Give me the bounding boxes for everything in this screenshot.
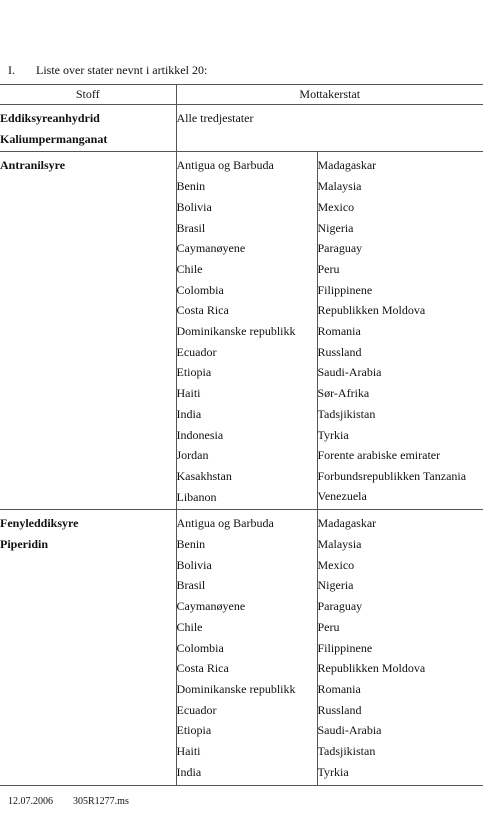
country-name: Etiopia bbox=[176, 365, 212, 380]
country-name: Saudi-Arabia bbox=[317, 723, 382, 738]
country-name: Dominikanske republikk bbox=[176, 681, 296, 696]
country-name: Russland bbox=[317, 702, 362, 717]
country-name: Tadsjikistan bbox=[317, 744, 376, 759]
substance-name: Eddiksyreanhydrid bbox=[0, 111, 100, 125]
substance-group-row bbox=[0, 510, 483, 785]
country-name: Benin bbox=[176, 537, 206, 552]
country-name: Chile bbox=[176, 261, 203, 276]
country-name: Mexico bbox=[317, 557, 355, 572]
section-number: I. bbox=[8, 63, 15, 77]
country-name: Romania bbox=[317, 681, 361, 696]
country-name: Ecuador bbox=[176, 702, 217, 717]
country-name: Venezuela bbox=[317, 488, 367, 503]
country-name: Dominikanske republikk bbox=[176, 324, 296, 339]
country-name: Republikken Moldova bbox=[317, 303, 426, 318]
header-stoff: Stoff bbox=[0, 85, 176, 105]
country-name: Filippinene bbox=[317, 282, 373, 297]
country-name: Saudi-Arabia bbox=[317, 365, 382, 380]
country-name: Caymanøyene bbox=[176, 241, 246, 256]
recipient-column-1 bbox=[176, 510, 317, 785]
country-name: Russland bbox=[317, 344, 362, 359]
country-name: Bolivia bbox=[176, 199, 212, 214]
country-name: Bolivia bbox=[176, 557, 212, 572]
country-name: Nigeria bbox=[317, 220, 354, 235]
country-name: Jordan bbox=[176, 448, 209, 463]
country-name: Nigeria bbox=[317, 578, 354, 593]
section-heading bbox=[8, 63, 207, 78]
footer-filename: 305R1277.ms bbox=[73, 796, 129, 807]
country-name: Caymanøyene bbox=[176, 599, 246, 614]
recipient-all-states: Alle tredjestater bbox=[176, 111, 254, 125]
country-name: Peru bbox=[317, 619, 340, 634]
country-name: Paraguay bbox=[317, 599, 363, 614]
substance-name: Fenyleddiksyre bbox=[0, 516, 79, 531]
substance-cell bbox=[0, 152, 176, 510]
country-name: Haiti bbox=[176, 386, 201, 401]
substance-name: Kaliumpermanganat bbox=[0, 131, 108, 146]
country-name: Tyrkia bbox=[317, 764, 349, 779]
country-name: Sør-Afrika bbox=[317, 386, 370, 401]
substance-group-row bbox=[0, 105, 483, 152]
table-header-row bbox=[0, 85, 483, 105]
country-name: Costa Rica bbox=[176, 303, 229, 318]
country-name: Brasil bbox=[176, 220, 206, 235]
country-name: Antigua og Barbuda bbox=[176, 158, 274, 173]
substance-name: Piperidin bbox=[0, 537, 49, 552]
country-name: Malaysia bbox=[317, 179, 362, 194]
country-name: Benin bbox=[176, 179, 206, 194]
country-name: Haiti bbox=[176, 744, 201, 759]
country-name: Forbundsrepublikken Tanzania bbox=[317, 468, 467, 483]
country-name: Madagaskar bbox=[317, 158, 377, 173]
country-name: Tyrkia bbox=[317, 427, 349, 442]
country-name: Filippinene bbox=[317, 640, 373, 655]
header-mottakerstat: Mottakerstat bbox=[176, 85, 483, 105]
country-name: Indonesia bbox=[176, 427, 224, 442]
country-name: Costa Rica bbox=[176, 661, 229, 676]
country-name: Malaysia bbox=[317, 537, 362, 552]
country-name: Republikken Moldova bbox=[317, 661, 426, 676]
country-name: Libanon bbox=[176, 489, 217, 504]
recipient-cell bbox=[176, 105, 483, 152]
country-name: Paraguay bbox=[317, 241, 363, 256]
country-name: Colombia bbox=[176, 640, 224, 655]
state-list-table bbox=[0, 84, 483, 786]
country-name: Tadsjikistan bbox=[317, 406, 376, 421]
substance-cell bbox=[0, 510, 176, 785]
substance-cell bbox=[0, 105, 176, 152]
substance-group-row bbox=[0, 152, 483, 510]
country-name: Romania bbox=[317, 324, 361, 339]
page-footer bbox=[8, 796, 149, 807]
country-name: Peru bbox=[317, 261, 340, 276]
country-name: India bbox=[176, 406, 202, 421]
recipient-column-2 bbox=[317, 152, 483, 510]
recipient-column-2 bbox=[317, 510, 483, 785]
country-name: Chile bbox=[176, 619, 203, 634]
country-name: Antigua og Barbuda bbox=[176, 516, 274, 531]
footer-date: 12.07.2006 bbox=[8, 796, 53, 807]
substance-name: Antranilsyre bbox=[0, 158, 66, 173]
country-name: Madagaskar bbox=[317, 516, 377, 531]
country-name: Mexico bbox=[317, 199, 355, 214]
country-name: Kasakhstan bbox=[176, 468, 232, 483]
country-name: Brasil bbox=[176, 578, 206, 593]
country-name: Ecuador bbox=[176, 344, 217, 359]
recipient-column-1 bbox=[176, 152, 317, 510]
section-title: Liste over stater nevnt i artikkel 20: bbox=[36, 63, 208, 77]
country-name: India bbox=[176, 764, 202, 779]
country-name: Colombia bbox=[176, 282, 224, 297]
country-name: Etiopia bbox=[176, 723, 212, 738]
country-name: Forente arabiske emirater bbox=[317, 448, 441, 463]
